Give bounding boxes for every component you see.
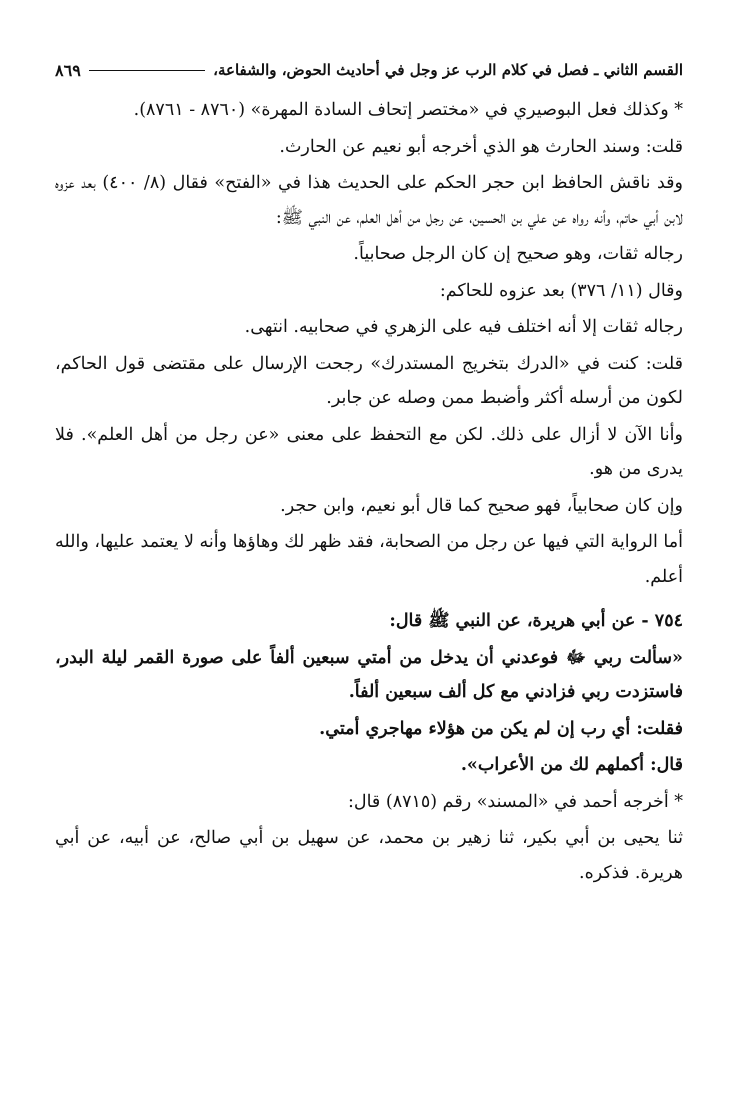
- paragraph: قلت: كنت في «الدرك بتخريج المستدرك» رجحت الإرسال على مقتضى قول الحاكم، لكون من أرسله أكثر وأضبط ممن وصله عن جابر.: [55, 353, 683, 408]
- paragraph: وإن كان صحابياً، فهو صحيح كما قال أبو نعيم، وابن حجر.: [280, 495, 683, 516]
- header-rule: [89, 70, 205, 71]
- hadith-heading: ٧٥٤ - عن أبي هريرة، عن النبي ﷺ قال:: [389, 611, 683, 631]
- paragraph: وقال (١١/ ٣٧٦) بعد عزوه للحاكم:: [439, 280, 683, 301]
- paragraph: أما الرواية التي فيها عن رجل من الصحابة، فقد ظهر لك وهاؤها وأنه لا يعتمد عليها، والله أعلم.: [55, 532, 683, 587]
- hadith-text: قال: أكملهم لك من الأعراب».: [460, 755, 683, 775]
- page-number: ٨٦٩: [55, 60, 81, 80]
- book-page: [55, 55, 683, 892]
- quote-paragraph: رجاله ثقات، وهو صحيح إن كان الرجل صحابياً.: [353, 244, 683, 264]
- hadith-text: فقلت: أي رب إن لم يكن من هؤلاء مهاجري أمتي.: [319, 718, 683, 739]
- quote-paragraph: رجاله ثقات إلا أنه اختلف فيه على الزهري في صحابيه. انتهى.: [244, 317, 683, 337]
- takhrij-paragraph: * أخرجه أحمد في «المسند» رقم (٨٧١٥) قال:: [347, 791, 683, 812]
- paragraph: وأنا الآن لا أزال على ذلك. لكن مع التحفظ على معنى «عن رجل من أهل العلم». فلا يدرى من هو.: [55, 424, 683, 479]
- paragraph: * وكذلك فعل البوصيري في «مختصر إتحاف السادة المهرة» (٨٧٦٠ - ٨٧٦١).: [133, 100, 683, 120]
- page-body: [55, 93, 683, 890]
- running-title: القسم الثاني ـ فصل في كلام الرب عز وجل في أحاديث الحوض، والشفاعة،: [213, 61, 683, 79]
- paragraph: وقد ناقش الحافظ ابن حجر الحكم على الحديث هذا في «الفتح» فقال (٨/ ٤٠٠) بعد عزوه لابن أبي حاتم، وأنه رواه عن علي بن الحسين، عن رجل من أهل العلم، عن النبي ﷺ:: [55, 173, 683, 228]
- hadith-text: «سألت ربي ﷻ فوعدني أن يدخل من أمتي سبعين ألفاً على صورة القمر ليلة البدر، فاستزدت ربي فزادني مع كل ألف سبعين ألفاً.: [55, 647, 683, 702]
- isnad-paragraph: ثنا يحيى بن أبي بكير، ثنا زهير بن محمد، عن سهيل بن أبي صالح، عن أبيه، عن أبي هريرة. فذكره.: [55, 828, 683, 883]
- page-header: [55, 55, 683, 85]
- paragraph: قلت: وسند الحارث هو الذي أخرجه أبو نعيم عن الحارث.: [279, 136, 683, 157]
